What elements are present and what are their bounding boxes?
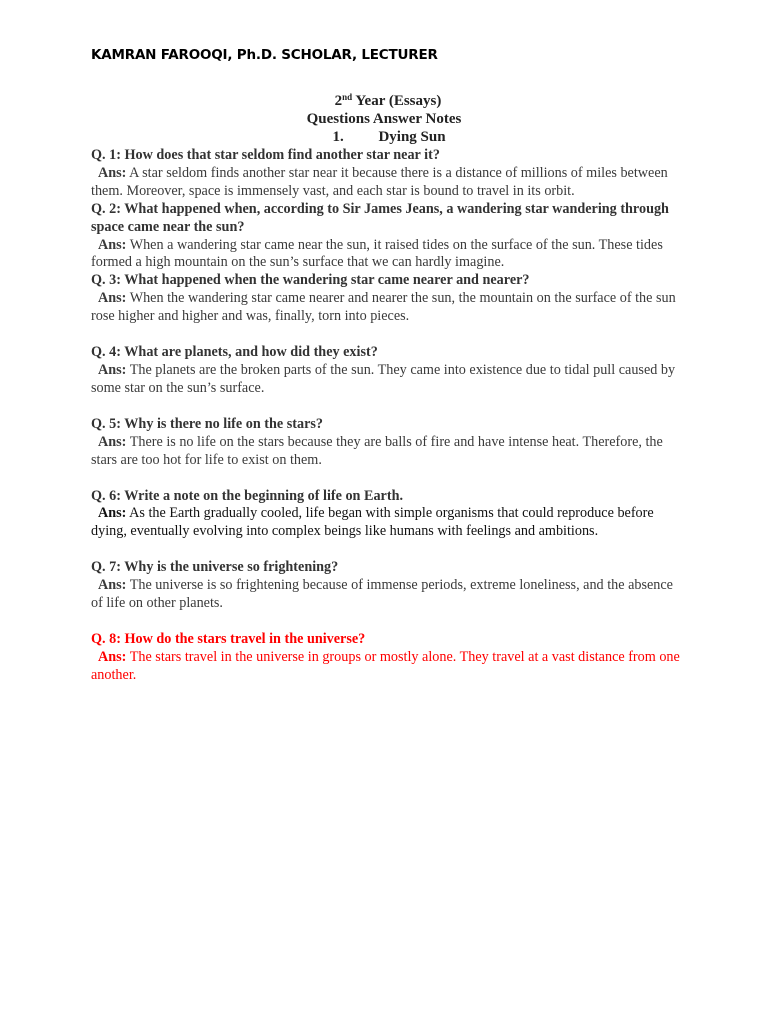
author-header: KAMRAN FAROOQI, Ph.D. SCHOLAR, LECTURER	[91, 47, 438, 63]
answer-label: Ans:	[98, 290, 127, 307]
qa-item-3	[91, 272, 686, 326]
answer-5-text: There is no life on the stars because they are balls of fire and have intense heat. Therefore, the stars are too hot for life to exist on them.	[91, 433, 663, 468]
question-8: Q. 8: How do the stars travel in the universe?	[91, 630, 366, 647]
qa-item-8	[91, 631, 686, 685]
question-7: Q. 7: Why is the universe so frightening?	[91, 559, 339, 576]
qa-item-2	[91, 201, 686, 273]
chapter-title: Dying Sun	[378, 129, 446, 145]
answer-label: Ans:	[98, 433, 127, 450]
chapter-number: 1.	[332, 129, 344, 145]
answer-7	[91, 577, 686, 613]
answer-label: Ans:	[98, 577, 127, 594]
qa-item-4	[91, 344, 686, 398]
answer-5	[91, 434, 686, 470]
qa-item-1	[91, 147, 686, 201]
answer-label: Ans:	[98, 236, 127, 253]
answer-6	[91, 505, 686, 541]
qa-item-5	[91, 416, 686, 470]
answer-4-text: The planets are the broken parts of the sun. They came into existence due to tidal pull caused by some star on the sun’s surface.	[91, 361, 676, 396]
answer-7-text: The universe is so frightening because of immense periods, extreme loneliness, and the absence of life on other planets.	[91, 577, 673, 612]
question-6: Q. 6: Write a note on the beginning of life on Earth.	[91, 487, 403, 504]
question-3: Q. 3: What happened when the wandering star came nearer and nearer?	[91, 272, 530, 289]
year-title	[0, 92, 768, 110]
answer-label: Ans:	[98, 648, 127, 665]
answer-1-text: A star seldom finds another star near it because there is a distance of millions of miles between them. Moreover, space is immensely vast, and each star is bound to travel in its orbit.	[91, 164, 668, 199]
qa-item-7	[91, 559, 686, 613]
answer-2	[91, 237, 686, 273]
answer-label: Ans:	[98, 164, 127, 181]
answer-2-text: When a wandering star came near the sun, it raised tides on the surface of the sun. These tides formed a high mountain on the sun’s surface that we can hardly imagine.	[91, 236, 663, 271]
answer-3-text: When the wandering star came nearer and nearer the sun, the mountain on the surface of the sun rose higher and higher and was, finally, torn into pieces.	[91, 290, 676, 325]
subtitle: Questions Answer Notes	[306, 111, 462, 127]
answer-6-text: As the Earth gradually cooled, life began with simple organisms that could reproduce before dying, eventually evolving into complex beings like humans with feelings and ambitions.	[91, 505, 654, 540]
question-1: Q. 1: How does that star seldom find another star near it?	[91, 147, 440, 163]
document-heading	[0, 92, 768, 146]
answer-3	[91, 290, 686, 326]
question-5: Q. 5: Why is there no life on the stars?	[91, 415, 323, 432]
answer-label: Ans:	[98, 505, 127, 522]
year-number: 2	[334, 93, 343, 109]
qa-item-6	[91, 488, 686, 542]
answer-8	[91, 649, 686, 685]
answer-1	[91, 165, 686, 201]
year-suffix: nd	[342, 92, 353, 102]
year-rest: Year (Essays)	[352, 93, 442, 109]
answer-4	[91, 362, 686, 398]
question-4: Q. 4: What are planets, and how did they exist?	[91, 344, 378, 361]
chapter-title-line	[0, 128, 768, 146]
question-2: Q. 2: What happened when, according to Sir James Jeans, a wandering star wandering through space came near the sun?	[91, 200, 669, 235]
answer-8-text: The stars travel in the universe in groups or mostly alone. They travel at a vast distance from one another.	[91, 648, 680, 683]
answer-label: Ans:	[98, 361, 127, 378]
qa-list	[91, 147, 686, 685]
